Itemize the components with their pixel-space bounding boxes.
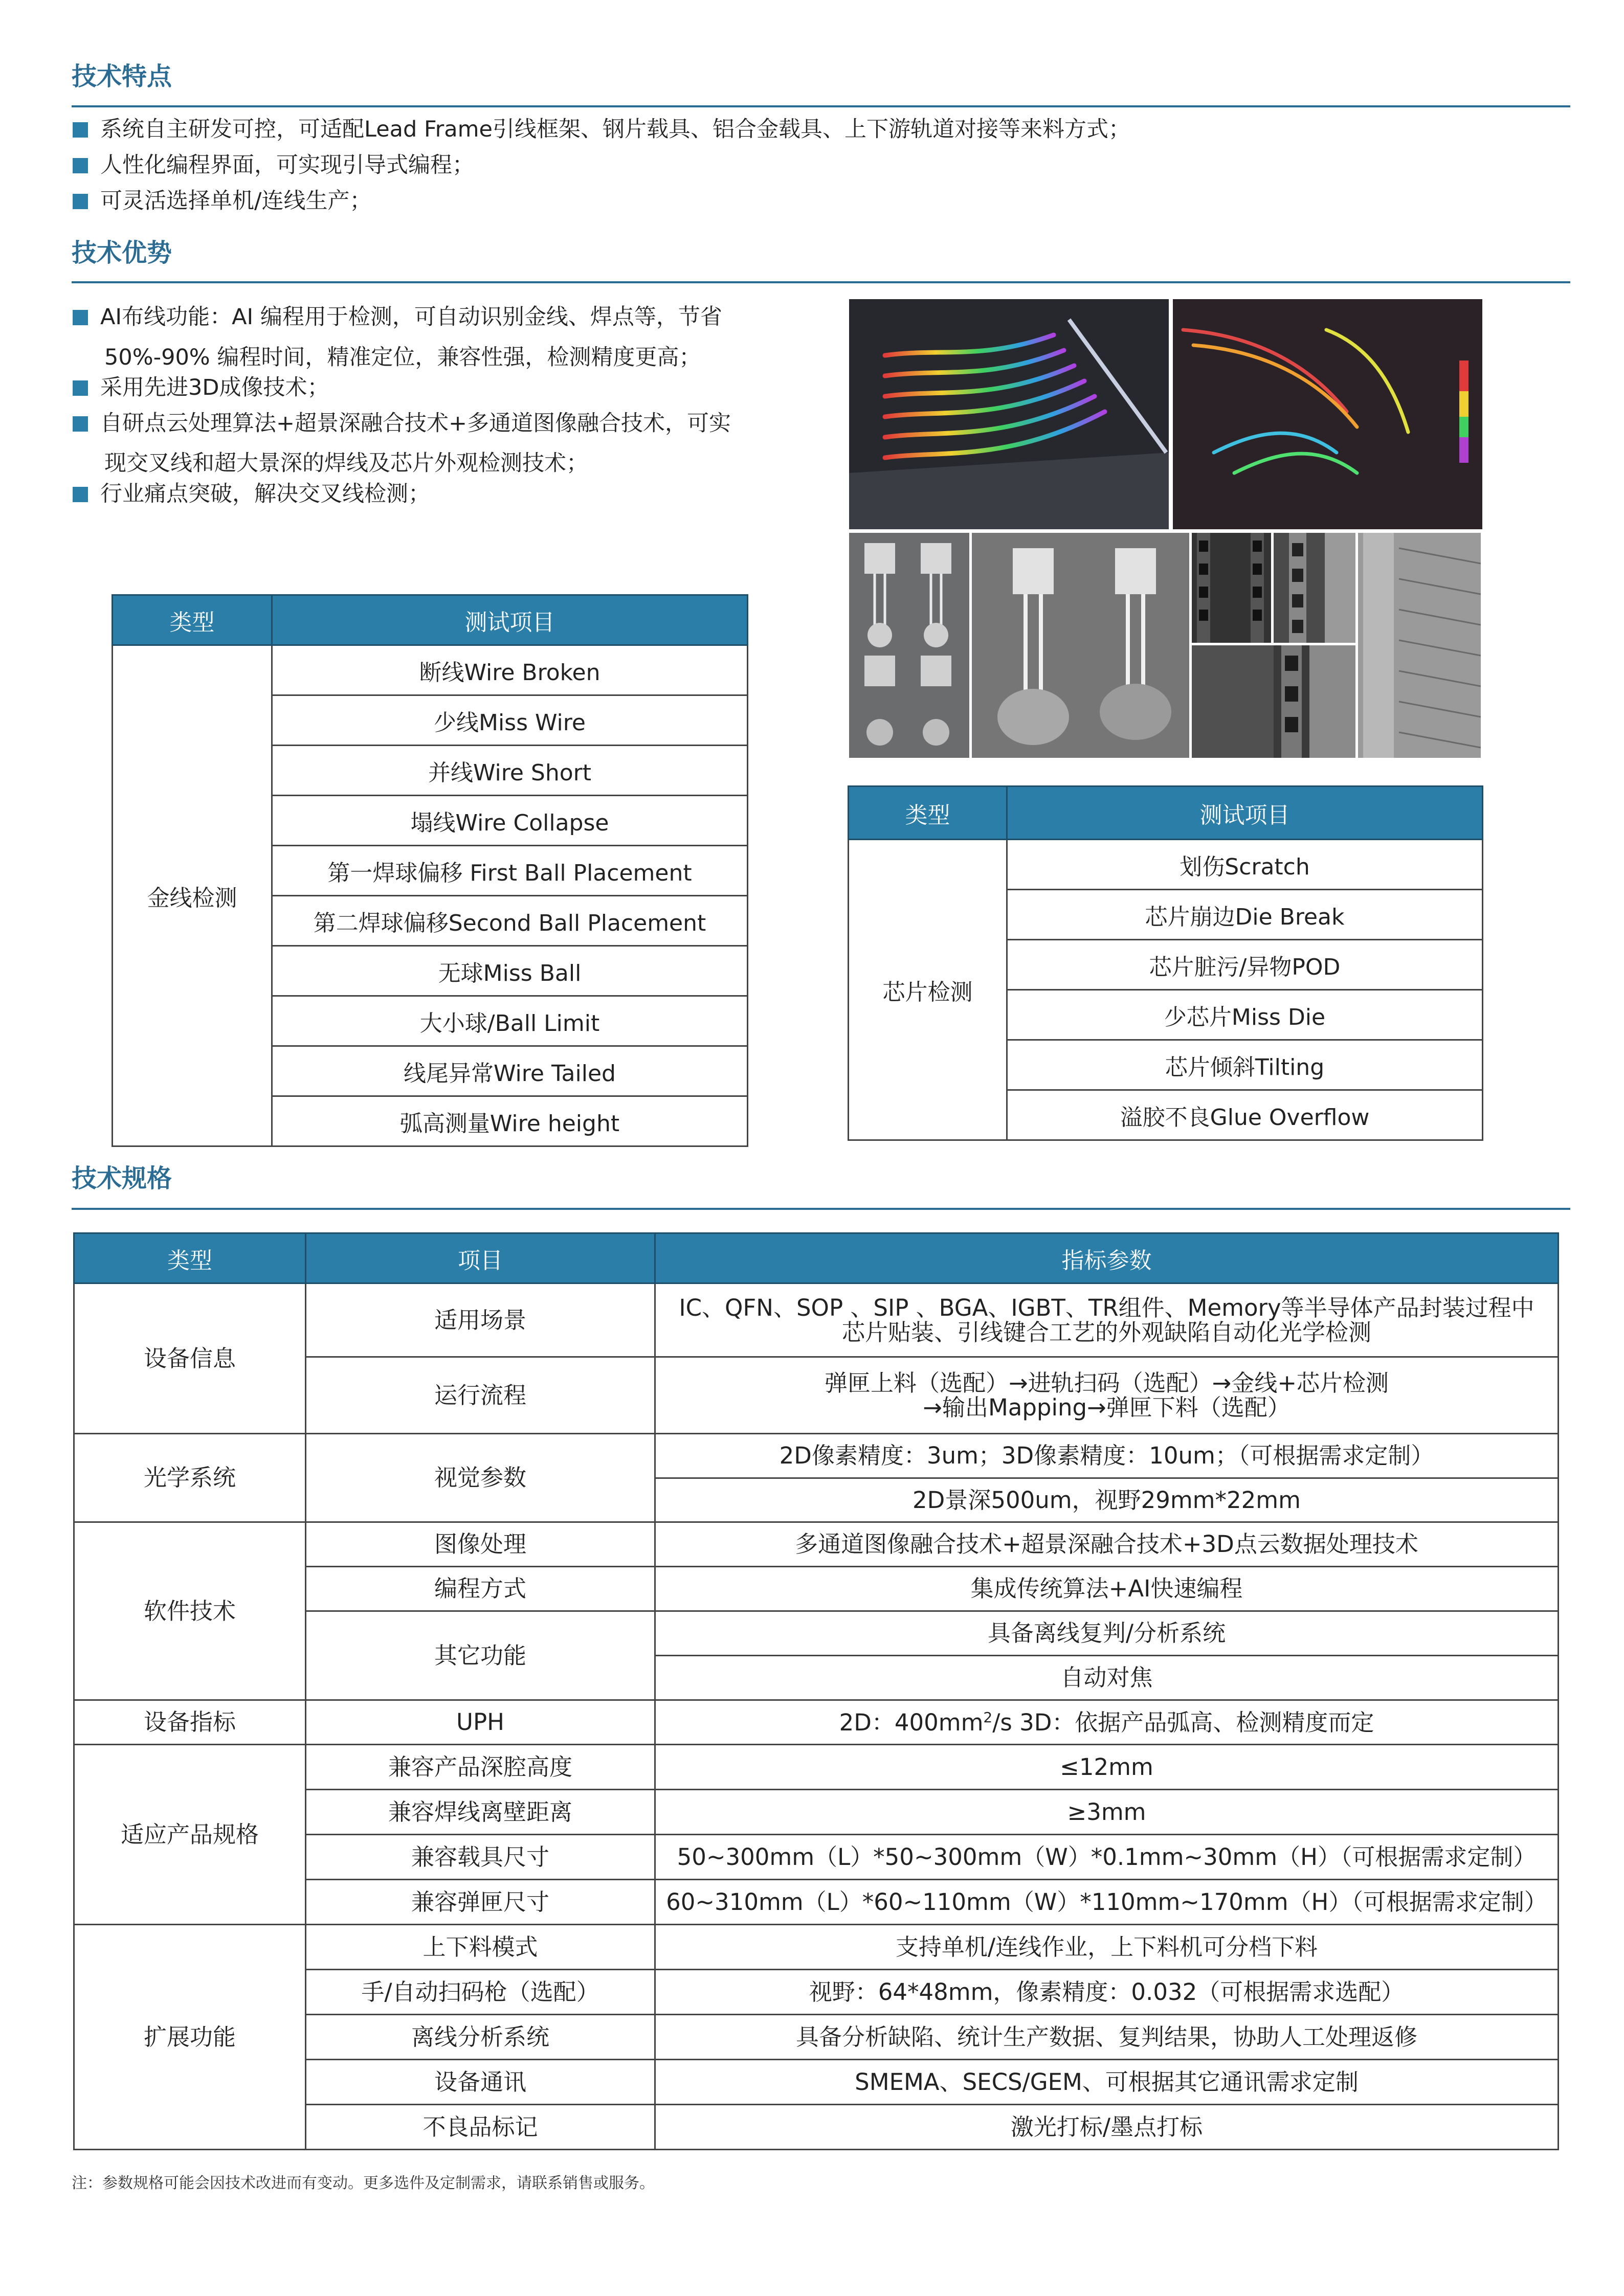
item-cell: 兼容弹匣尺寸 [306, 1880, 655, 1925]
column-header-type: 类型 [74, 1233, 306, 1284]
column-header-type: 类型 [113, 595, 272, 645]
bullet-square-icon [73, 487, 88, 502]
value-cell: 50~300mm（L）*50~300mm（W）*0.1mm~30mm（H）（可根据需求定制） [655, 1835, 1559, 1880]
table-cell: 无球Miss Ball [272, 946, 748, 996]
table-cell: 并线Wire Short [272, 746, 748, 796]
item-cell: 兼容产品深腔高度 [306, 1745, 655, 1790]
chip-surface-image [1358, 533, 1481, 758]
advantage-item: 行业痛点突破，解决交叉线检测； [73, 482, 430, 506]
item-cell: 图像处理 [306, 1522, 655, 1567]
value-cell: IC、QFN、SOP 、SIP 、BGA、IGBT、TR组件、Memory等半导体产品封装过程中 芯片贴装、引线键合工艺的外观缺陷自动化光学检测 [655, 1284, 1559, 1357]
value-cell: 激光打标/墨点打标 [655, 2105, 1559, 2150]
table-cell: 第一焊球偏移 First Ball Placement [272, 846, 748, 896]
item-cell: 适用场景 [306, 1284, 655, 1357]
table-cell: 划伤Scratch [1007, 840, 1483, 890]
table-cell: 大小球/Ball Limit [272, 996, 748, 1046]
item-cell: UPH [306, 1700, 655, 1745]
column-header-parameter: 指标参数 [655, 1233, 1559, 1284]
category-cell: 光学系统 [74, 1434, 306, 1522]
features-divider [72, 105, 1570, 107]
advantages-heading: 技术优势 [72, 238, 172, 267]
category-cell: 金线检测 [113, 645, 272, 1146]
advantage-item-continued: 50%-90% 编程时间，精准定位，兼容性强，检测精度更高； [104, 345, 701, 370]
specs-divider [72, 1208, 1570, 1210]
value-cell: 2D景深500um，视野29mm*22mm [655, 1478, 1559, 1522]
wire-inspection-table [112, 594, 748, 1147]
category-cell: 软件技术 [74, 1522, 306, 1700]
value-cell: 具备离线复判/分析系统 [655, 1611, 1559, 1656]
value-cell: 弹匣上料（选配）→进轨扫码（选配）→金线+芯片检测 →输出Mapping→弹匣下料（选配） [655, 1357, 1559, 1434]
value-cell: 2D像素精度：3um；3D像素精度：10um；（可根据需求定制） [655, 1434, 1559, 1478]
wire-3d-scan-image [849, 299, 1169, 529]
footnote: 注：参数规格可能会因技术改进而有变动。更多选件及定制需求，请联系销售或服务。 [72, 2174, 655, 2192]
table-cell: 第二焊球偏移Second Ball Placement [272, 896, 748, 946]
table-cell: 溢胶不良Glue Overflow [1007, 1090, 1483, 1140]
value-cell: 自动对焦 [655, 1656, 1559, 1700]
category-cell: 扩展功能 [74, 1925, 306, 2150]
table-cell: 弧高测量Wire height [272, 1096, 748, 1146]
value-cell: 多通道图像融合技术+超景深融合技术+3D点云数据处理技术 [655, 1522, 1559, 1567]
features-heading: 技术特点 [72, 62, 172, 91]
item-cell: 运行流程 [306, 1357, 655, 1434]
item-cell: 编程方式 [306, 1567, 655, 1611]
value-cell: 60~310mm（L）*60~110mm（W）*110mm~170mm（H）（可根据需求定制） [655, 1880, 1559, 1925]
item-cell: 不良品标记 [306, 2105, 655, 2150]
wire-closeup-image-left [849, 533, 969, 758]
category-cell: 适应产品规格 [74, 1745, 306, 1925]
specification-table [73, 1232, 1559, 2150]
value-cell: ≤12mm [655, 1745, 1559, 1790]
feature-item: 系统自主研发可控，可适配Lead Frame引线框架、钢片载具、铝合金载具、上下游轨道对接等来料方式； [73, 118, 1130, 142]
column-header-item: 项目 [306, 1233, 655, 1284]
bullet-square-icon [73, 310, 88, 325]
advantage-item: AI布线功能：AI 编程用于检测，可自动识别金线、焊点等，节省 [73, 305, 722, 329]
table-cell: 塌线Wire Collapse [272, 796, 748, 846]
wire-heatmap-image [1173, 299, 1482, 529]
advantage-item: 自研点云处理算法+超景深融合技术+多通道图像融合技术，可实 [73, 412, 731, 436]
value-cell: 集成传统算法+AI快速编程 [655, 1567, 1559, 1611]
table-cell: 芯片崩边Die Break [1007, 890, 1483, 940]
bullet-square-icon [73, 158, 88, 173]
chip-inspection-table [848, 785, 1483, 1141]
item-cell: 离线分析系统 [306, 2015, 655, 2060]
advantage-item: 采用先进3D成像技术； [73, 376, 329, 400]
value-cell: ≥3mm [655, 1790, 1559, 1835]
bullet-square-icon [73, 194, 88, 209]
bullet-square-icon [73, 416, 88, 432]
value-cell: 支持单机/连线作业，上下料机可分档下料 [655, 1925, 1559, 1970]
item-cell: 视觉参数 [306, 1434, 655, 1522]
feature-item: 可灵活选择单机/连线生产； [73, 189, 372, 213]
value-cell: 具备分析缺陷、统计生产数据、复判结果，协助人工处理返修 [655, 2015, 1559, 2060]
table-cell: 芯片倾斜Tilting [1007, 1040, 1483, 1090]
wire-bond-closeup-image [972, 533, 1189, 758]
table-cell: 断线Wire Broken [272, 645, 748, 695]
item-cell: 其它功能 [306, 1611, 655, 1700]
table-cell: 线尾异常Wire Tailed [272, 1046, 748, 1096]
specs-heading: 技术规格 [72, 1164, 172, 1193]
table-cell: 芯片脏污/异物POD [1007, 940, 1483, 990]
advantages-divider [72, 281, 1570, 283]
item-cell: 兼容载具尺寸 [306, 1835, 655, 1880]
item-cell: 上下料模式 [306, 1925, 655, 1970]
advantage-item-continued: 现交叉线和超大景深的焊线及芯片外观检测技术； [104, 451, 588, 476]
table-cell: 少芯片Miss Die [1007, 990, 1483, 1040]
column-header-test-item: 测试项目 [1007, 786, 1483, 840]
table-cell: 少线Miss Wire [272, 695, 748, 746]
column-header-type: 类型 [849, 786, 1007, 840]
leadframe-image-b [1274, 533, 1355, 643]
category-cell: 芯片检测 [849, 840, 1007, 1140]
item-cell: 设备通讯 [306, 2060, 655, 2105]
value-cell: 视野：64*48mm，像素精度：0.032（可根据需求选配） [655, 1970, 1559, 2015]
value-cell: SMEMA、SECS/GEM、可根据其它通讯需求定制 [655, 2060, 1559, 2105]
bullet-square-icon [73, 380, 88, 396]
category-cell: 设备指标 [74, 1700, 306, 1745]
bullet-square-icon [73, 122, 88, 138]
column-header-test-item: 测试项目 [272, 595, 748, 645]
leadframe-image-c [1192, 645, 1355, 758]
feature-item: 人性化编程界面，可实现引导式编程； [73, 153, 474, 177]
value-cell: 2D：$400mm^2/s$ 3D：依据产品弧高、检测精度而定 [655, 1700, 1559, 1745]
category-cell: 设备信息 [74, 1284, 306, 1434]
item-cell: 手/自动扫码枪（选配） [306, 1970, 655, 2015]
leadframe-image-a [1192, 533, 1271, 643]
item-cell: 兼容焊线离壁距离 [306, 1790, 655, 1835]
